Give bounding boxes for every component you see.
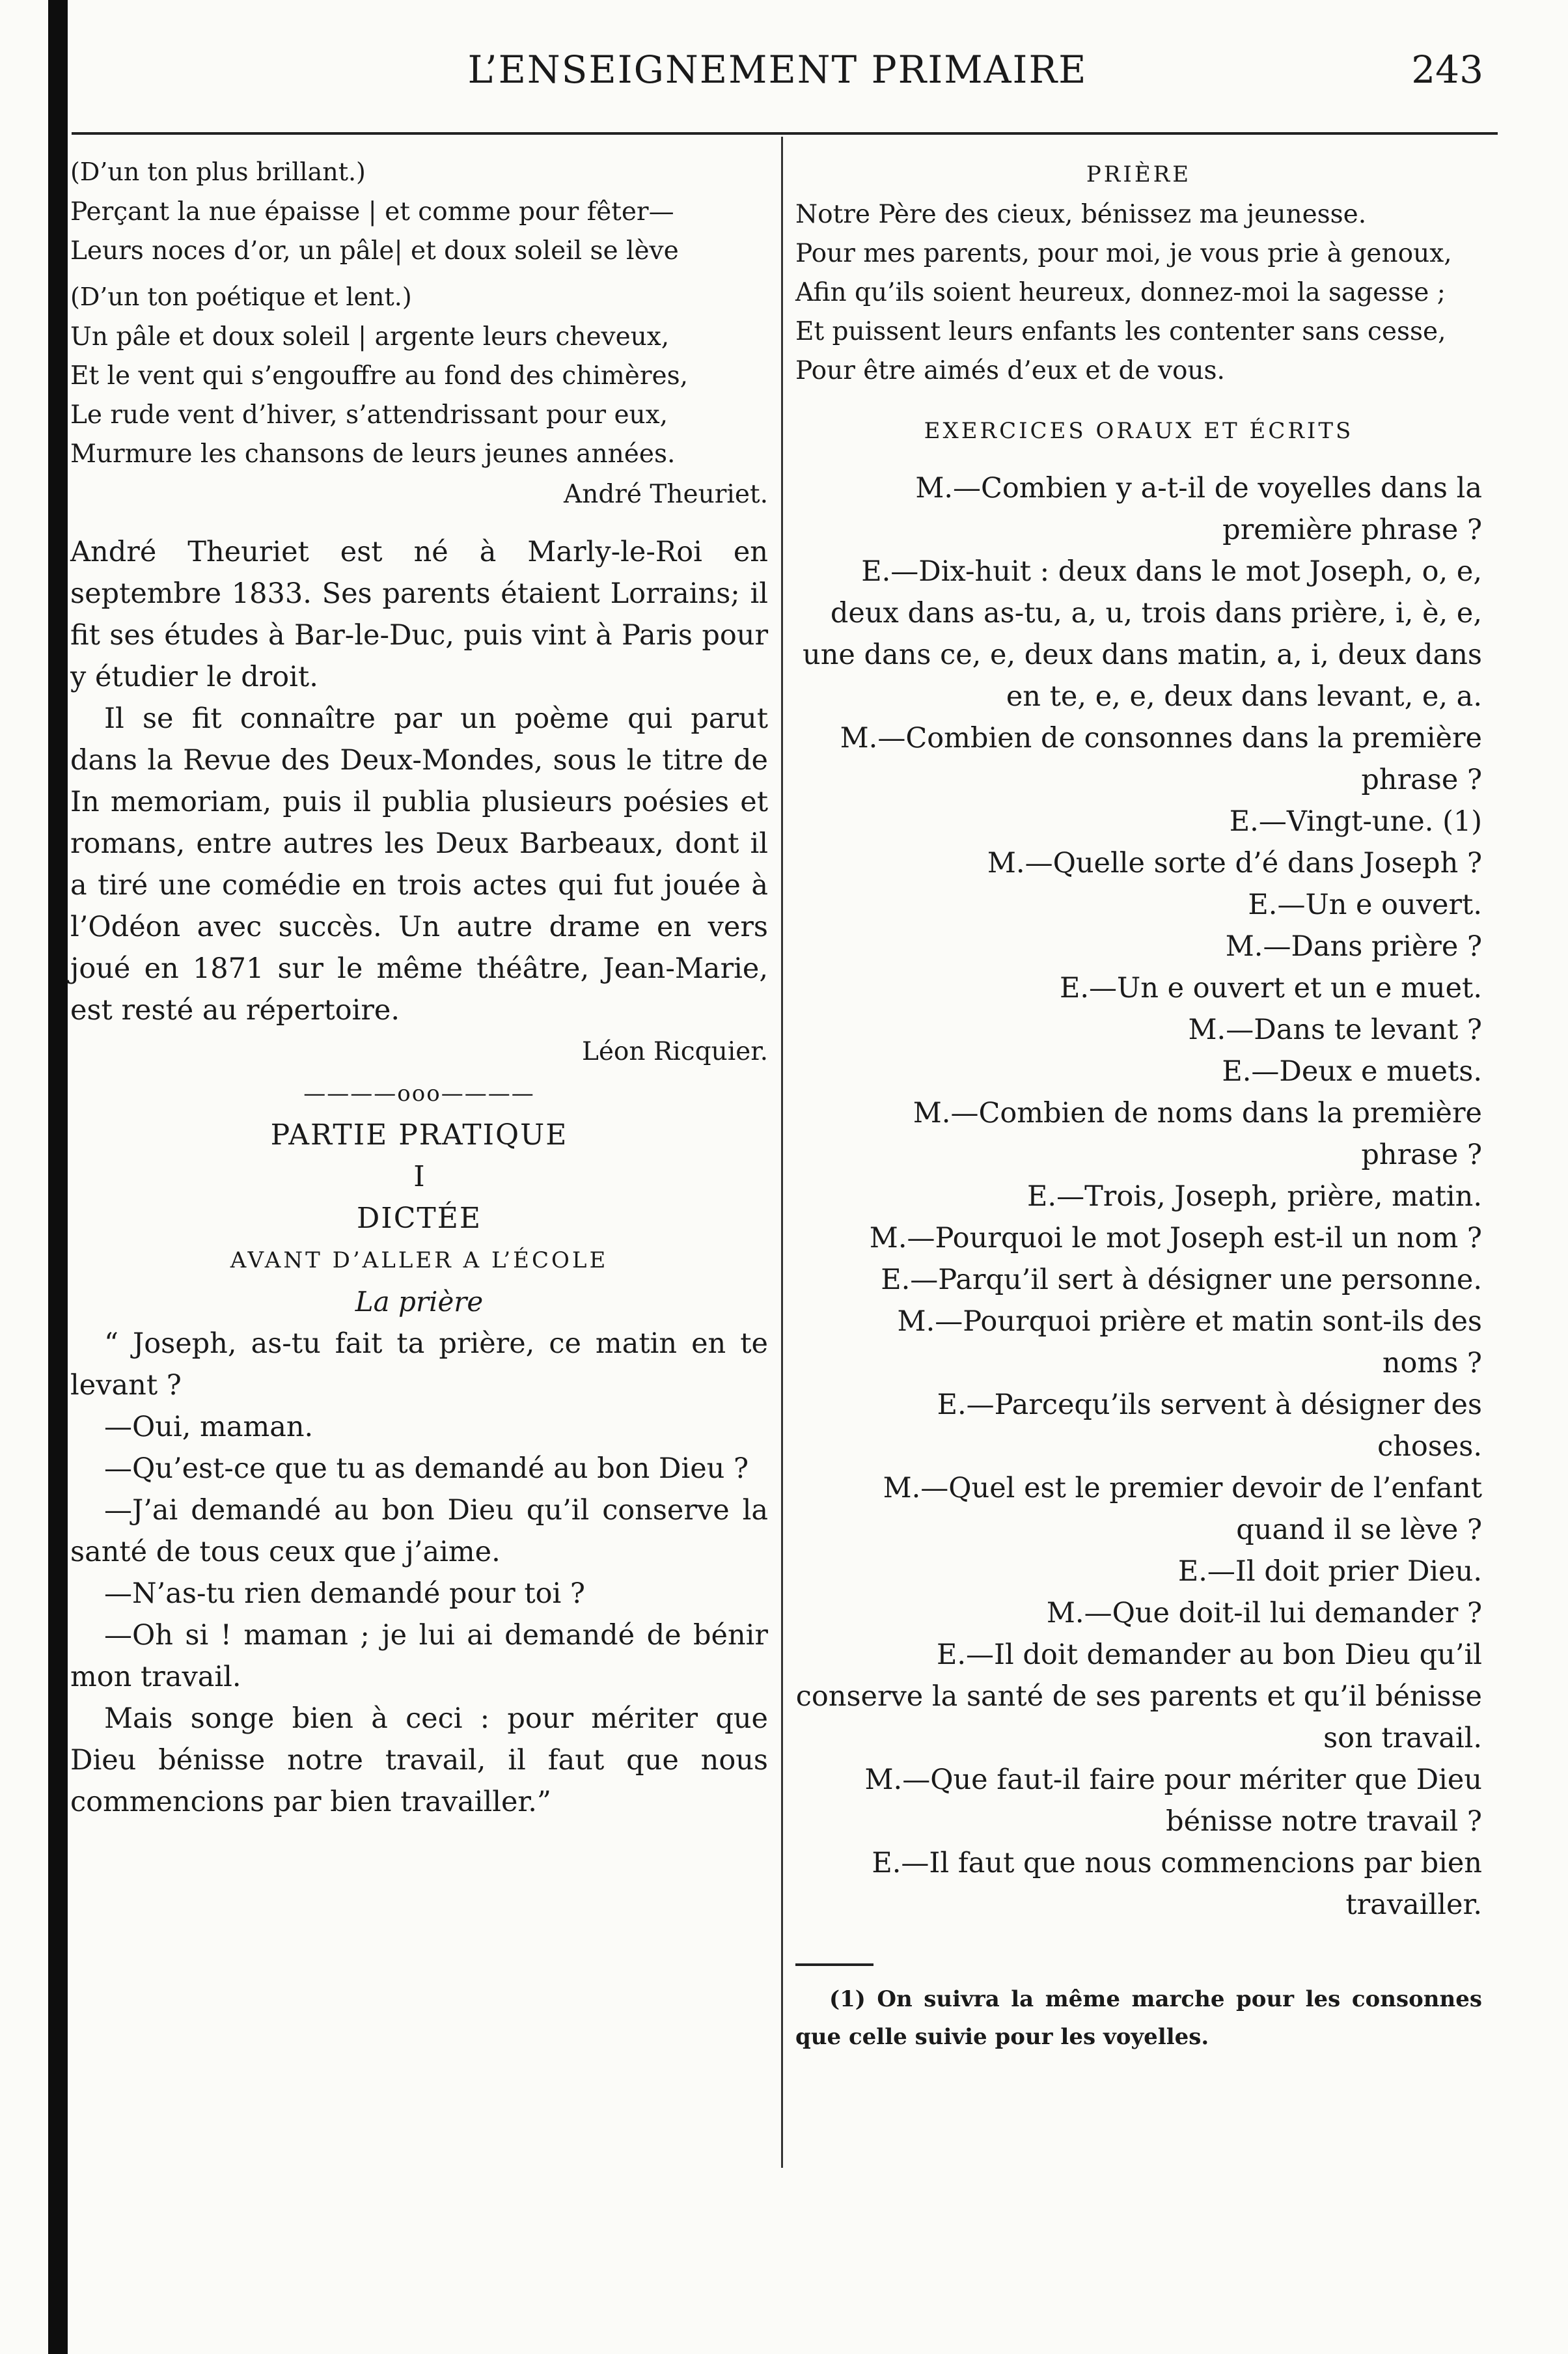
priere-line: Pour être aimés d’eux et de vous. (795, 356, 1225, 385)
poem-line: Un pâle et doux soleil | argente leurs cheveux, (70, 322, 670, 352)
priere-title: PRIÈRE (1086, 161, 1192, 187)
part-title: PARTIE PRATIQUE (270, 1118, 568, 1152)
qa-line: M.—Pourquoi le mot Joseph est-il un nom ? (869, 1222, 1482, 1254)
page-number: 243 (1411, 48, 1483, 92)
qa-line: M.—Quel est le premier devoir de l’enfant quand il se lève ? (883, 1472, 1482, 1546)
qa-line: M.—Pourquoi prière et matin sont-ils des noms ? (897, 1305, 1482, 1379)
qa-line: E.—Il doit demander au bon Dieu qu’il conserve la santé de ses parents et qu’il bénisse son travail. (795, 1639, 1482, 1754)
poem-line: Perçant la nue épaisse | et comme pour fêter— (70, 197, 674, 227)
priere-line: Afin qu’ils soient heureux, donnez-moi la sagesse ; (795, 278, 1446, 307)
dictee-line: —N’as-tu rien demandé pour toi ? (104, 1577, 585, 1610)
qa-line: E.—Dix-huit : deux dans le mot Joseph, o, e, deux dans as-tu, a, u, trois dans prière, i, è, e, une dans ce, e, deux dans matin, a, i, deux dans en te, e, e, deux dans levant, e, a. (803, 555, 1482, 713)
exercices-title: EXERCICES ORAUX ET ÉCRITS (924, 418, 1354, 444)
dictee-title: DICTÉE (357, 1202, 482, 1235)
priere-line: Notre Père des cieux, bénissez ma jeunesse. (795, 200, 1367, 229)
qa-line: M.—Quelle sorte d’é dans Joseph ? (987, 847, 1482, 879)
bio-paragraph: André Theuriet est né à Marly-le-Roi en septembre 1833. Ses parents étaient Lorrains; il fit ses études à Bar-le-Duc, puis vint à Paris pour y étudier le droit. (70, 536, 768, 693)
priere-line: Pour mes parents, pour moi, je vous prie à genoux, (795, 239, 1452, 268)
poem-line: Leurs noces d’or, un pâle| et doux soleil se lève (70, 236, 679, 266)
priere-line: Et puissent leurs enfants les contenter sans cesse, (795, 317, 1446, 346)
qa-line: E.—Un e ouvert et un e muet. (1059, 972, 1482, 1004)
qa-line: M.—Combien y a-t-il de voyelles dans la première phrase ? (915, 472, 1482, 546)
qa-line: E.—Deux e muets. (1222, 1055, 1482, 1088)
qa-line: M.—Combien de noms dans la première phrase ? (913, 1097, 1482, 1171)
dictee-line: —Oh si ! maman ; je lui ai demandé de bénir mon travail. (70, 1619, 768, 1693)
dictee-line: —J’ai demandé au bon Dieu qu’il conserve la santé de tous ceux que j’aime. (70, 1494, 768, 1568)
dictee-line: “ Joseph, as-tu fait ta prière, ce matin en te levant ? (70, 1327, 768, 1402)
header-rule (72, 132, 1498, 135)
qa-line: M.—Que faut-il faire pour mériter que Dieu bénisse notre travail ? (864, 1764, 1482, 1838)
running-title: L’ENSEIGNEMENT PRIMAIRE (467, 48, 1088, 92)
dictee-line: —Oui, maman. (104, 1411, 314, 1443)
qa-line: M.—Que doit-il lui demander ? (1046, 1597, 1482, 1629)
poem-line: Et le vent qui s’engouffre au fond des chimères, (70, 361, 688, 391)
bio-author: Léon Ricquier. (581, 1037, 768, 1066)
qa-line: E.—Parqu’il sert à désigner une personne. (881, 1264, 1482, 1296)
column-divider (781, 137, 783, 2168)
poem-line: Murmure les chansons de leurs jeunes années. (70, 439, 676, 469)
qa-line: E.—Il doit prier Dieu. (1177, 1555, 1482, 1588)
qa-line: E.—Il faut que nous commencions par bien travailler. (872, 1847, 1482, 1921)
left-column (70, 151, 768, 1823)
poem-line: Le rude vent d’hiver, s’attendrissant pour eux, (70, 400, 668, 430)
qa-line: E.—Parcequ’ils servent à désigner des choses. (937, 1389, 1482, 1463)
dictee-line: Mais songe bien à ceci : pour mériter que Dieu bénisse notre travail, il faut que nous commencions par bien travailler.” (70, 1702, 768, 1818)
dictee-line: —Qu’est-ce que tu as demandé au bon Dieu ? (104, 1452, 749, 1485)
bio-paragraph: Il se fit connaître par un poème qui parut dans la Revue des Deux-Mondes, sous le titre de In memoriam, puis il publia plusieurs poésies et romans, entre autres les Deux Barbeaux, dont il a tiré une comédie en trois actes qui fut jouée à l’Odéon avec succès. Un autre drame en vers joué en 1871 sur le même théâtre, Jean-Marie, est resté au répertoire. (70, 702, 768, 1027)
stage-direction: (D’un ton plus brillant.) (70, 158, 366, 186)
qa-line: M.—Dans prière ? (1225, 930, 1482, 963)
right-column (795, 151, 1482, 2056)
qa-line: E.—Un e ouvert. (1248, 889, 1482, 921)
qa-line: M.—Dans te levant ? (1188, 1014, 1482, 1046)
footnote: (1) On suivra la même marche pour les consonnes que celle suivie pour les voyelles. (795, 1986, 1482, 2050)
qa-line: E.—Trois, Joseph, prière, matin. (1027, 1180, 1482, 1213)
qa-line: M.—Combien de consonnes dans la première phrase ? (840, 722, 1482, 796)
stage-direction: (D’un ton poétique et lent.) (70, 283, 412, 311)
section-separator: ————ooo———— (303, 1081, 535, 1107)
binding-edge (48, 0, 68, 2354)
qa-line: E.—Vingt-une. (1) (1229, 805, 1482, 838)
footnote-rule (795, 1963, 873, 1966)
part-number: I (413, 1160, 425, 1193)
dictee-name: La prière (355, 1286, 484, 1318)
dictee-subtitle: AVANT D’ALLER A L’ÉCOLE (230, 1247, 609, 1273)
page-header (72, 36, 1483, 114)
poem-author: André Theuriet. (564, 480, 768, 509)
